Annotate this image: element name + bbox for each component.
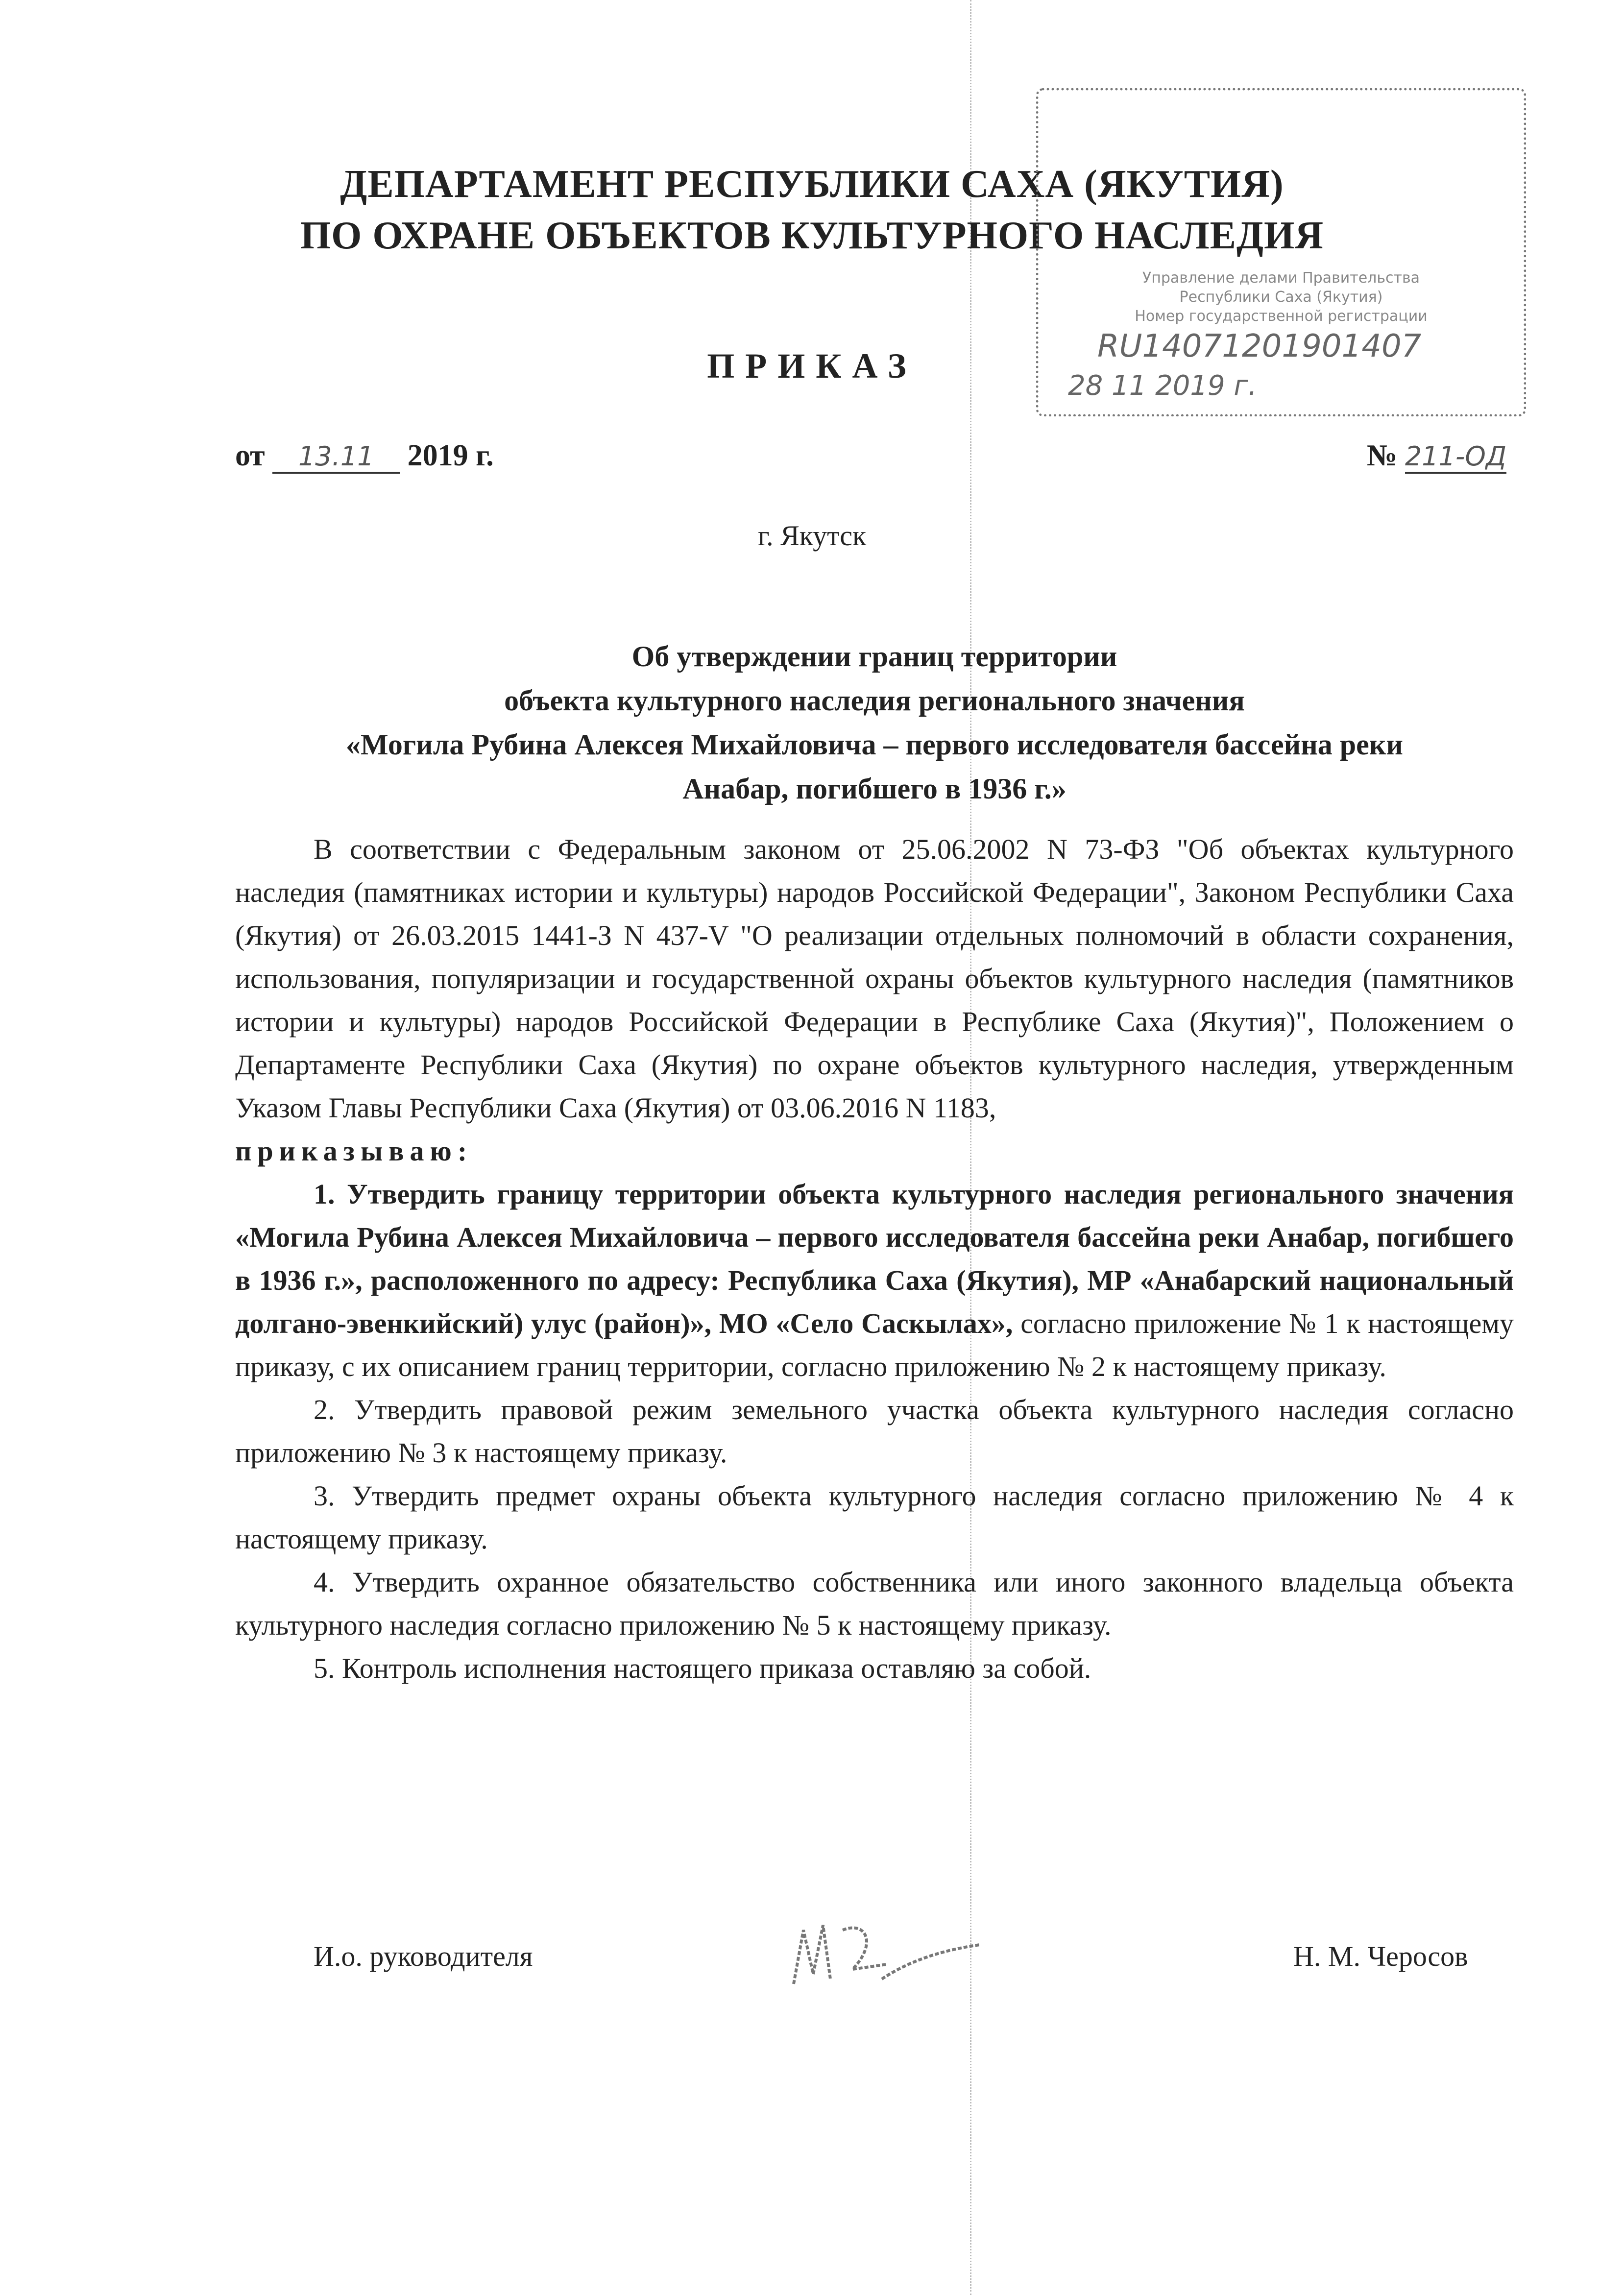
item-1-bold: 1. Утвердить границу территории объекта культурного наследия регионального значения «Могила Рубина Алексея Михайловича – первого исследователя бассейна реки Анабар, погибшего в 1936 г.», расположенного по адресу: Республика Саха (Якутия), МР «Анабарский национальный долгано-эвенкийский) улус (район)», МО «Село Саскылах», [235,1178,1514,1339]
registration-stamp [1036,88,1526,416]
item-1-rest: согласно приложение № 1 к настоящему приказу, с их описанием границ территории, согласно приложению № 2 к настоящему приказу. [235,1307,1514,1382]
item-1 [235,1173,1514,1388]
subject-line: Анабар, погибшего в 1936 г.» [682,773,1067,805]
department-name-line2: ПО ОХРАНЕ ОБЪЕКТОВ КУЛЬТУРНОГО НАСЛЕДИЯ [300,214,1324,257]
order-body [235,828,1514,1690]
item-4: 4. Утвердить охранное обязательство собственника или иного законного владельца объекта культурного наследия согласно приложению № 5 к настоящему приказу. [235,1566,1514,1641]
order-subject [235,634,1514,811]
subject-line: «Могила Рубина Алексея Михайловича – первого исследователя бассейна реки [346,728,1403,761]
order-word: приказываю: [235,1135,473,1167]
stamp-line3: Номер государственной регистрации [1135,308,1428,325]
number-handwritten: 211-ОД [1405,441,1506,474]
date-prefix: от [235,439,265,472]
department-name-line1: ДЕПАРТАМЕНТ РЕСПУБЛИКИ САХА (ЯКУТИЯ) [340,163,1284,206]
preamble: В соответствии с Федеральным законом от 25.06.2002 N 73-ФЗ "Об объектах культурного наследия (памятниках истории и культуры) народов Российской Федерации", Законом Республики Саха (Якутия) от 26.03.2015 1441-З N 437-V "О реализации отдельных полномочий в области сохранения, использования, популяризации и государственной охраны объектов культурного наследия (памятников истории и культуры) народов Российской Федерации в Республике Саха (Якутия)", Положением о Департаменте Республики Саха (Якутия) по охране объектов культурного наследия, утвержденным Указом Главы Республики Саха (Якутия) от 03.06.2016 N 1183, [235,833,1514,1124]
signer-name: Н. М. Чеpосов [1293,1940,1468,1972]
order-date [235,438,494,474]
handwritten-signature [784,1901,990,1999]
number-prefix: № [1367,439,1398,472]
signer-role: И.о. руководителя [314,1940,533,1972]
date-year: 2019 г. [407,439,494,472]
stamp-line1: Управление делами Правительства [1142,269,1420,287]
item-3: 3. Утвердить предмет охраны объекта культурного наследия согласно приложению № 4 к настоящему приказу. [235,1480,1514,1555]
stamp-line2: Республики Саха (Якутия) [1179,289,1383,306]
order-number [1367,438,1506,474]
document-type: ПРИКАЗ [707,346,917,386]
subject-line: объекта культурного наследия регионального значения [504,684,1245,717]
date-handwritten: 13.11 [272,441,400,474]
item-5: 5. Контроль исполнения настоящего приказа оставляю за собой. [314,1652,1091,1684]
city: г. Якутск [757,520,867,552]
item-2: 2. Утвердить правовой режим земельного участка объекта культурного наследия согласно приложению № 3 к настоящему приказу. [235,1394,1514,1469]
stamp-reg-date: 28 11 2019 г. [1068,370,1257,402]
subject-line: Об утверждении границ территории [631,640,1117,673]
stamp-reg-number: RU14071201901407 [1097,328,1422,364]
